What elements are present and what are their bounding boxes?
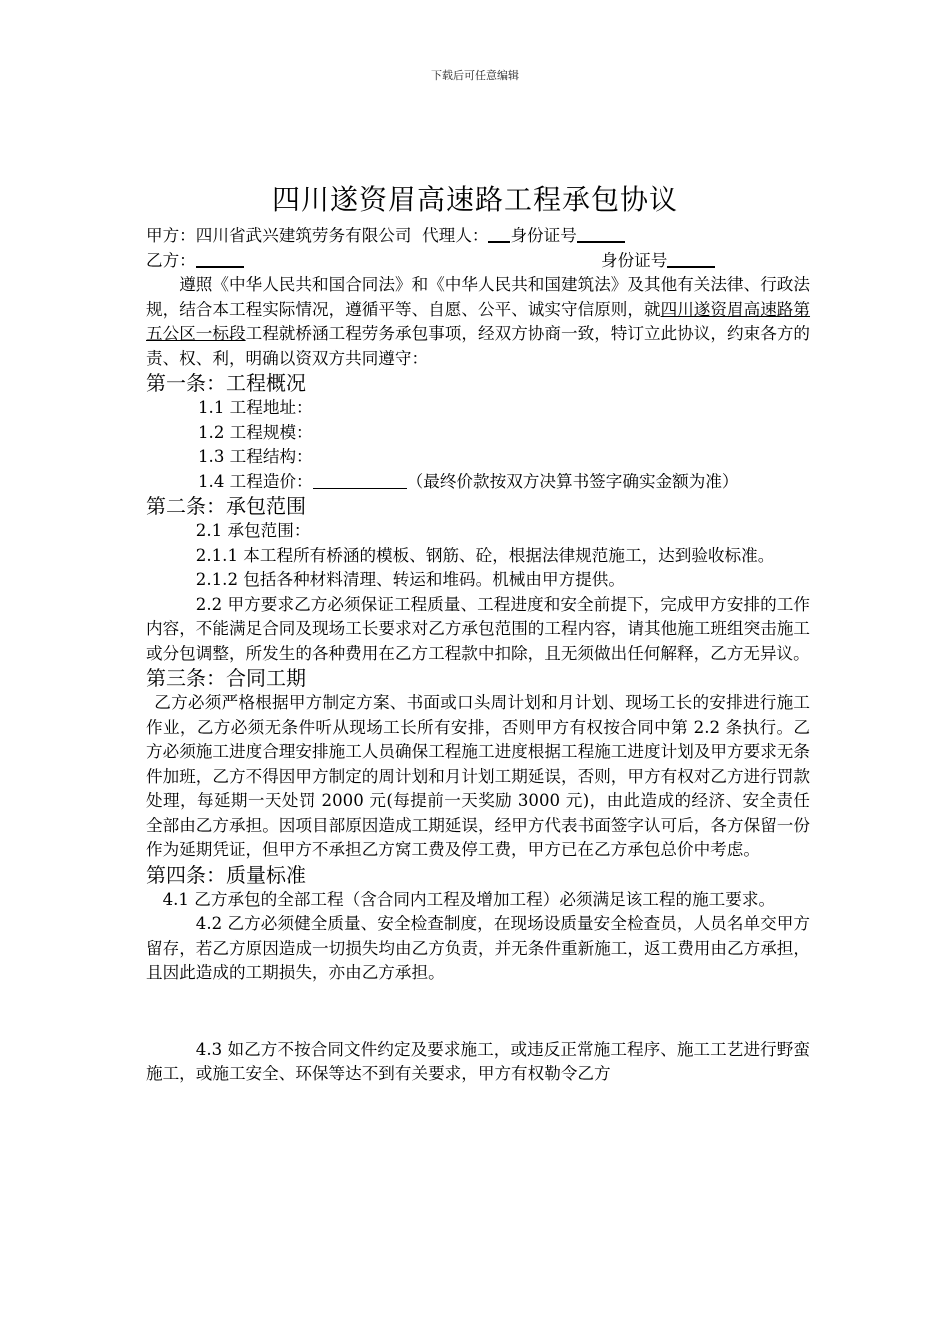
price-blank: [313, 472, 407, 489]
section2-clause-2-1-1: 2.1.1 本工程所有桥涵的模板、钢筋、砼，根据法律规范施工，达到验收标准。: [195, 545, 775, 565]
section2-clause-2-1-2: 2.1.2 包括各种材料清理、转运和堆码。机械由甲方提供。: [195, 570, 625, 589]
party-a-agent-blank: [488, 225, 510, 243]
party-b-line: [146, 249, 810, 274]
section3-paragraph: 乙方必须严格根据甲方制定方案、书面或口头周计划和月计划、现场工长的安排进行施工作业，乙方必须无条件听从现场工长所有安排，否则甲方有权按合同中第 2.2 条执行。乙方必须施工进度合理安排施工人员确保工程施工进度根据工程施工进度计划及甲方要求无条件加班，乙方不得因甲方制定的周计划和月计划工期延误，否则，甲方有权对乙方进行罚款处理，每延期一天处罚 2000 元(每提前一天奖励 3000 元)，由此造成的经济、安全责任全部由乙方承担。因项目部原因造成工期延误，经甲方代表书面签字认可后，各方保留一份作为延期凭证，但甲方不承担乙方窝工费及停工费，甲方已在乙方承包总价中考虑。: [146, 693, 810, 859]
header-note: 下载后可任意编辑: [431, 69, 519, 82]
party-b-id: [601, 249, 715, 274]
section4-clause-4-2: 4.2 乙方必须健全质量、安全检查制度，在现场设质量安全检查员，人员名单交甲方留存，若乙方原因造成一切损失均由乙方负责，并无条件重新施工，返工费用由乙方承担，且因此造成的工期损失，亦由乙方承担。: [146, 914, 810, 982]
section4-clause-4-3: 4.3 如乙方不按合同文件约定及要求施工，或违反正常施工程序、施工工艺进行野蛮施工，或施工安全、环保等达不到有关要求，甲方有权勒令乙方: [146, 1039, 810, 1083]
party-b-id-label: 身份证号: [601, 250, 668, 270]
section4-heading: 第四条：质量标准: [146, 862, 306, 887]
party-a-agent-label: 代理人：: [422, 226, 489, 245]
party-b-id-blank: [667, 250, 715, 268]
document-title: 四川遂资眉高速路工程承包协议: [271, 183, 678, 216]
price-note: （最终价款按双方决算书签字确实金额为准）: [406, 471, 739, 491]
preamble-project-name: 四川遂资眉高速路第五公区一标段: [146, 299, 811, 343]
section1-item-structure: 1.3 工程结构：: [198, 447, 313, 466]
section3-heading: 第三条：合同工期: [146, 666, 306, 690]
section1-item-address: 1.1 工程地址：: [198, 398, 313, 417]
section2-clause-2-2: 2.2 甲方要求乙方必须保证工程质量、工程进度和安全前提下，完成甲方安排的工作内容，不能满足合同及现场工长要求对乙方承包范围的工程内容，请其他施工班组突击施工或分包调整，所发生的各种费用在乙方工程款中扣除，且无须做出任何解释，乙方无异议。: [146, 594, 810, 663]
document-body: [146, 224, 810, 1087]
preamble-after: 工程就桥涵工程劳务承包事项，经双方协商一致，特订立此协议，约束各方的责、权、利，明确以资双方共同遵守：: [146, 324, 811, 368]
preamble-before: 遵照《中华人民共和国合同法》和《中华人民共和国建筑法》及其他有关法律、行政法规，结合本工程实际情况，遵循平等、自愿、公平、诚实守信原则，就: [146, 275, 810, 319]
section2-clause-2-1: 2.1 承包范围：: [195, 521, 311, 540]
preamble-paragraph: [146, 273, 810, 371]
party-b-label: 乙方：: [146, 250, 196, 270]
section4-clause-4-1: 4.1 乙方承包的全部工程（含合同内工程及增加工程）必须满足该工程的施工要求。: [162, 889, 776, 909]
party-b-name-blank: [196, 250, 244, 268]
party-a-id-label: 身份证号: [510, 226, 577, 245]
section1-item-scale: 1.2 工程规模：: [198, 422, 313, 442]
party-a-id-blank: [577, 225, 625, 243]
section1-item-price: [146, 470, 810, 495]
section1-heading: 第一条：工程概况: [146, 371, 306, 395]
price-label: 1.4 工程造价：: [198, 471, 313, 491]
party-a-line: [146, 224, 810, 249]
section2-heading: 第二条：承包范围: [146, 494, 306, 518]
paragraph-gap: [146, 986, 810, 1038]
party-a-label: 甲方：四川省武兴建筑劳务有限公司: [146, 226, 412, 245]
